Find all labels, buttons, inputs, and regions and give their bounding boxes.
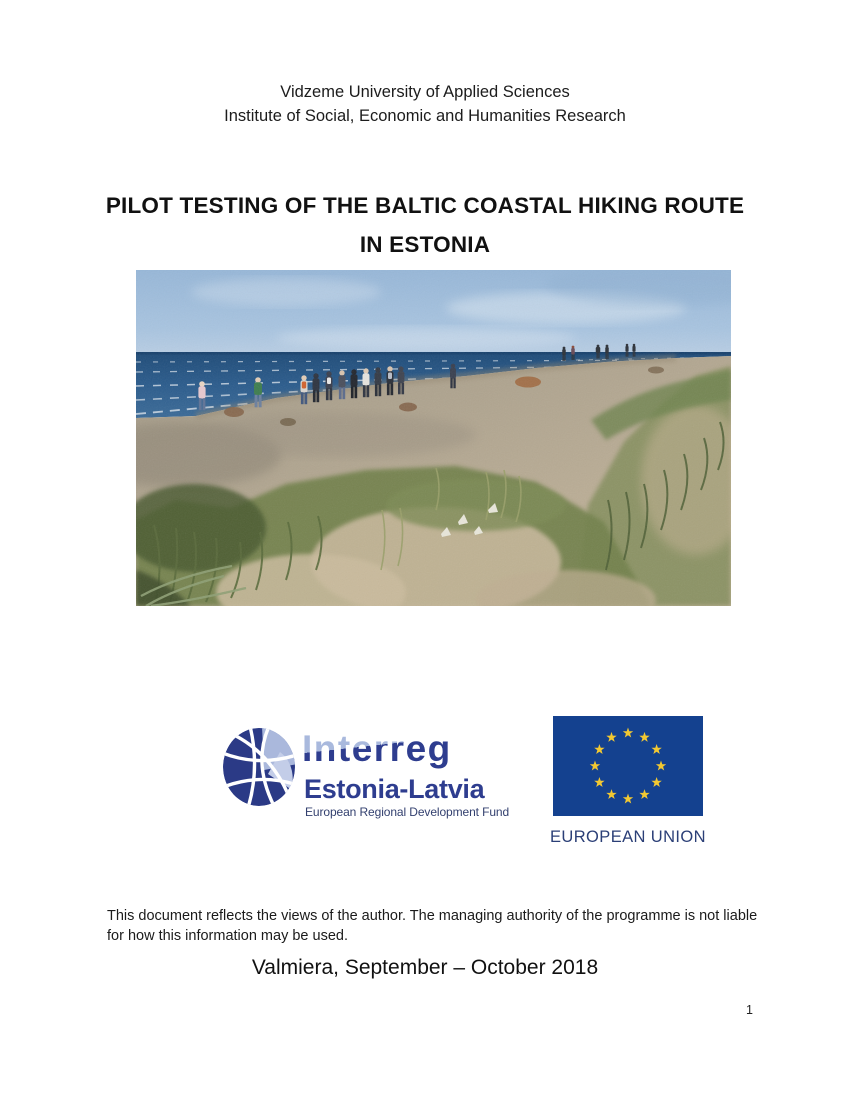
place-date: Valmiera, September – October 2018 xyxy=(251,956,599,979)
eu-flag-icon xyxy=(553,716,703,816)
photo-grain-overlay xyxy=(136,270,731,606)
interreg-fund-name: European Regional Development Fund xyxy=(305,805,510,819)
eu-label: EUROPEAN UNION xyxy=(550,828,706,846)
affiliation-line-2: Institute of Social, Economic and Humanities Research xyxy=(224,107,626,125)
interreg-estonia-latvia-logo xyxy=(222,712,522,824)
title-line-1: PILOT TESTING OF THE BALTIC COASTAL HIKING ROUTE xyxy=(105,193,745,218)
affiliation-line-1: Vidzeme University of Applied Sciences xyxy=(280,83,570,101)
title-line-2: IN ESTONIA xyxy=(359,232,491,257)
cover-photo xyxy=(136,270,731,606)
interreg-program-name: Estonia-Latvia xyxy=(304,774,485,804)
affiliation-header xyxy=(0,80,850,128)
interreg-logo-graphic xyxy=(222,712,522,824)
page-number: 1 xyxy=(746,1003,753,1017)
disclaimer-text: This document reflects the views of the author. The managing authority of the programme is not liable for how this information may be used. xyxy=(107,907,758,944)
beach-photo-illustration xyxy=(136,270,731,606)
european-union-logo xyxy=(549,716,707,847)
interreg-brand-wordmark: Interreg xyxy=(302,728,452,769)
interreg-globe-icon xyxy=(222,724,300,808)
document-title xyxy=(45,186,805,264)
